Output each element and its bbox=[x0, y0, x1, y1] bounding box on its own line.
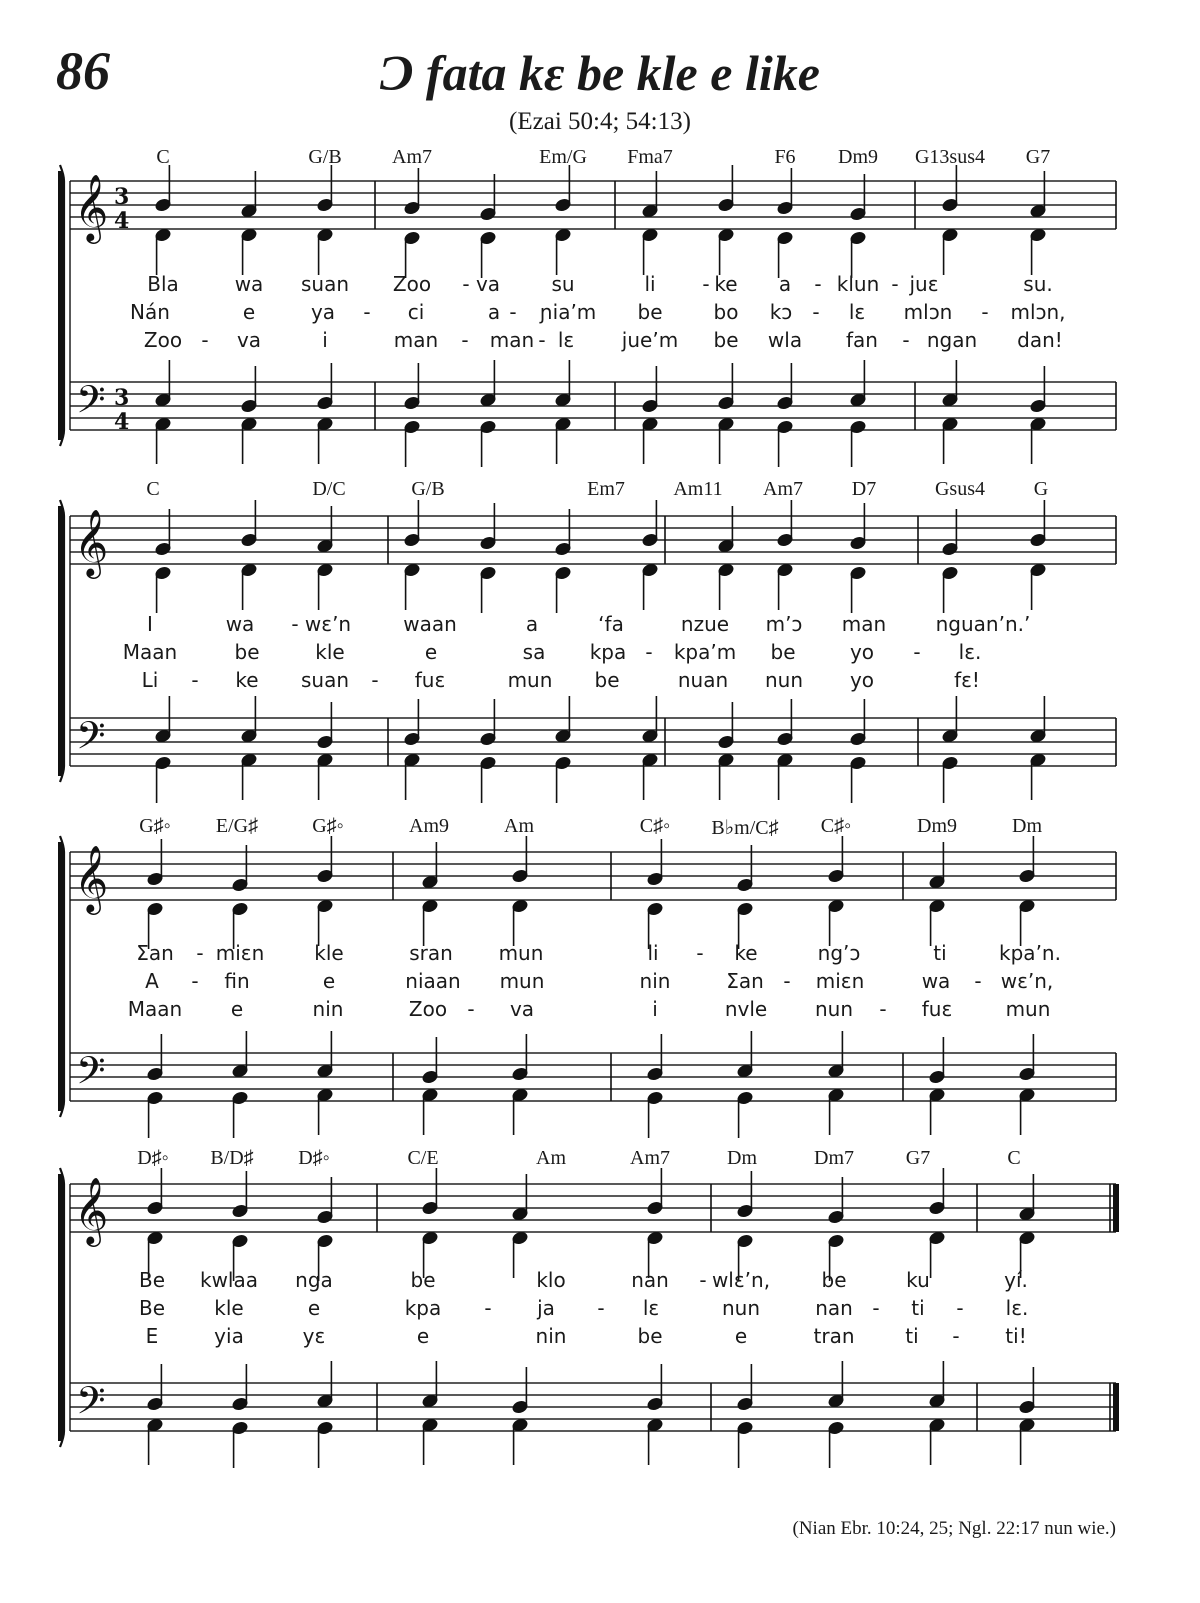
lyric-syllable: suan bbox=[300, 272, 350, 296]
lyric-hyphen: - bbox=[645, 640, 653, 664]
lyric-hyphen: - bbox=[956, 1296, 964, 1320]
chord-symbol: Dm9 bbox=[917, 815, 957, 837]
chord-symbol: Am7 bbox=[392, 146, 432, 168]
lyric-hyphen: - bbox=[812, 300, 820, 324]
lyric-hyphen: - bbox=[597, 1296, 605, 1320]
lyric-syllable: be bbox=[594, 668, 620, 692]
lyric-syllable: suan bbox=[300, 668, 350, 692]
chord-symbol: C♯◦ bbox=[639, 815, 671, 837]
lyric-syllable: ci bbox=[407, 300, 425, 324]
lyric-hyphen: - bbox=[902, 328, 910, 352]
svg-text:𝄞: 𝄞 bbox=[74, 844, 109, 912]
lyric-syllable: mun bbox=[498, 941, 544, 965]
lyric-syllable: a bbox=[525, 612, 539, 636]
chord-symbol: E/G♯ bbox=[215, 815, 259, 837]
svg-text:4: 4 bbox=[114, 409, 130, 435]
lyric-syllable: kpa’n. bbox=[999, 941, 1061, 965]
lyric-syllable: klun bbox=[836, 272, 880, 296]
chord-symbol: Am7 bbox=[763, 478, 803, 500]
lyric-syllable: juɛ bbox=[909, 272, 939, 296]
lyric-syllable: e bbox=[322, 969, 336, 993]
lyric-syllable: Zoo bbox=[408, 997, 448, 1021]
lyric-syllable: wɛ’n bbox=[304, 612, 352, 636]
hymn-title: Ɔ fata kɛ be kle e like bbox=[380, 45, 820, 101]
lyric-syllable: niaan bbox=[405, 969, 461, 993]
lyric-hyphen: - bbox=[201, 328, 209, 352]
chord-symbol: Am9 bbox=[409, 815, 449, 837]
lyric-syllable: wla bbox=[767, 328, 803, 352]
lyric-syllable: nzue bbox=[680, 612, 730, 636]
lyric-syllable: Be bbox=[138, 1296, 166, 1320]
lyric-syllable: be bbox=[821, 1268, 847, 1292]
lyric-syllable: lɛ bbox=[642, 1296, 660, 1320]
lyric-syllable: i bbox=[322, 328, 328, 352]
lyric-syllable: wa bbox=[234, 272, 264, 296]
lyric-syllable: nun bbox=[814, 997, 854, 1021]
lyric-syllable: lɛ bbox=[557, 328, 575, 352]
lyric-hyphen: - bbox=[538, 328, 546, 352]
lyric-syllable: I bbox=[147, 612, 153, 636]
lyric-syllable: a bbox=[778, 272, 792, 296]
chord-symbol: Dm bbox=[1012, 815, 1042, 837]
lyric-syllable: be bbox=[637, 300, 663, 324]
lyric-syllable: e bbox=[242, 300, 256, 324]
lyric-hyphen: - bbox=[952, 1324, 960, 1348]
lyric-syllable: yia bbox=[214, 1324, 244, 1348]
lyric-hyphen: - bbox=[467, 997, 475, 1021]
lyric-syllable: ke bbox=[734, 941, 758, 965]
lyric-hyphen: - bbox=[484, 1296, 492, 1320]
lyric-hyphen: - bbox=[913, 640, 921, 664]
lyric-syllable: jue’m bbox=[621, 328, 679, 352]
chord-symbol: C♯◦ bbox=[820, 815, 852, 837]
lyric-hyphen: - bbox=[191, 969, 199, 993]
chord-symbol: G7 bbox=[905, 1147, 931, 1169]
lyric-syllable: E bbox=[145, 1324, 159, 1348]
lyric-syllable: va bbox=[509, 997, 535, 1021]
lyric-syllable: m’ɔ bbox=[765, 612, 803, 636]
lyric-syllable: be bbox=[713, 328, 739, 352]
lyric-syllable: kpa bbox=[404, 1296, 442, 1320]
lyric-syllable: ‘fa bbox=[598, 612, 624, 636]
lyric-syllable: nvle bbox=[724, 997, 768, 1021]
lyric-syllable: nan bbox=[631, 1268, 669, 1292]
lyric-syllable: be bbox=[234, 640, 260, 664]
lyric-syllable: wa bbox=[225, 612, 255, 636]
lyric-syllable: man bbox=[841, 612, 887, 636]
lyric-syllable: Maan bbox=[122, 640, 178, 664]
chord-symbol: G♯◦ bbox=[139, 815, 171, 837]
lyric-hyphen: - bbox=[363, 300, 371, 324]
lyric-syllable: miɛn bbox=[215, 941, 265, 965]
lyric-syllable: nun bbox=[721, 1296, 761, 1320]
lyric-syllable: ti bbox=[905, 1324, 919, 1348]
lyric-syllable: Li bbox=[141, 668, 159, 692]
lyric-syllable: ɲia’m bbox=[539, 300, 597, 324]
lyric-hyphen: - bbox=[783, 969, 791, 993]
chord-symbol: Fma7 bbox=[627, 146, 673, 168]
lyric-syllable: Zoo bbox=[392, 272, 432, 296]
lyric-syllable: nguan’n.’ bbox=[935, 612, 1031, 636]
svg-text:𝄢: 𝄢 bbox=[76, 377, 106, 431]
lyric-hyphen: - bbox=[699, 1268, 707, 1292]
chord-symbol: D/C bbox=[312, 478, 346, 500]
lyric-syllable: bo bbox=[713, 300, 739, 324]
svg-text:3: 3 bbox=[114, 385, 130, 411]
lyric-syllable: wɛ’n, bbox=[1000, 969, 1054, 993]
lyric-syllable: mun bbox=[1005, 997, 1051, 1021]
lyric-syllable: kle bbox=[214, 1296, 244, 1320]
svg-text:4: 4 bbox=[114, 208, 130, 234]
lyric-syllable: be bbox=[410, 1268, 436, 1292]
chord-symbol: D7 bbox=[851, 478, 877, 500]
lyric-syllable: yí. bbox=[1004, 1268, 1028, 1292]
lyric-syllable: ku bbox=[906, 1268, 930, 1292]
footnote: (Nian Ebr. 10:24, 25; Ngl. 22:17 nun wie.) bbox=[792, 1518, 1116, 1539]
lyric-syllable: e bbox=[416, 1324, 430, 1348]
lyric-syllable: dan! bbox=[1017, 328, 1063, 352]
lyric-hyphen: - bbox=[291, 612, 299, 636]
lyric-syllable: sran bbox=[409, 941, 453, 965]
lyric-syllable: ti bbox=[933, 941, 947, 965]
lyric-syllable: e bbox=[424, 640, 438, 664]
lyric-syllable: yo bbox=[849, 668, 875, 692]
chord-symbol: G7 bbox=[1025, 146, 1051, 168]
lyric-syllable: fin bbox=[224, 969, 250, 993]
lyric-syllable: fɛ! bbox=[954, 668, 980, 692]
chord-symbol: B/D♯ bbox=[210, 1147, 254, 1169]
lyric-hyphen: - bbox=[462, 272, 470, 296]
lyric-hyphen: - bbox=[191, 668, 199, 692]
lyric-syllable: Zoo bbox=[143, 328, 183, 352]
svg-text:𝄢: 𝄢 bbox=[76, 1378, 106, 1432]
lyric-hyphen: - bbox=[702, 272, 710, 296]
lyric-syllable: kwlaa bbox=[199, 1268, 259, 1292]
lyric-hyphen: - bbox=[371, 668, 379, 692]
lyric-syllable: li bbox=[644, 272, 656, 296]
lyric-syllable: ti! bbox=[1005, 1324, 1027, 1348]
lyric-syllable: Ʃan bbox=[726, 969, 764, 993]
chord-symbol: G/B bbox=[411, 478, 445, 500]
lyric-hyphen: - bbox=[814, 272, 822, 296]
lyric-syllable: nin bbox=[639, 969, 671, 993]
chord-symbol: Am bbox=[536, 1147, 566, 1169]
lyric-syllable: e bbox=[734, 1324, 748, 1348]
lyric-syllable: i bbox=[652, 997, 658, 1021]
lyric-hyphen: - bbox=[196, 941, 204, 965]
lyric-syllable: lɛ. bbox=[1005, 1296, 1029, 1320]
lyric-syllable: fan bbox=[846, 328, 878, 352]
chord-symbol: C bbox=[156, 146, 170, 168]
lyric-syllable: Nán bbox=[130, 300, 170, 324]
hymn-number: 86 bbox=[56, 41, 110, 101]
lyric-hyphen: - bbox=[974, 969, 982, 993]
lyric-syllable: klo bbox=[536, 1268, 566, 1292]
lyric-hyphen: - bbox=[879, 997, 887, 1021]
chord-symbol: G13sus4 bbox=[914, 146, 986, 168]
lyric-syllable: mun bbox=[499, 969, 545, 993]
scripture-reference: (Ezai 50:4; 54:13) bbox=[509, 108, 691, 135]
lyric-syllable: kle bbox=[314, 941, 344, 965]
lyric-hyphen: - bbox=[696, 941, 704, 965]
lyric-syllable: wlɛ’n, bbox=[711, 1268, 771, 1292]
chord-symbol: C/E bbox=[407, 1147, 439, 1169]
lyric-syllable: nin bbox=[535, 1324, 567, 1348]
chord-symbol: G♯◦ bbox=[312, 815, 344, 837]
lyric-syllable: nuan bbox=[677, 668, 729, 692]
lyric-syllable: ngan bbox=[926, 328, 978, 352]
chord-symbol: Dm9 bbox=[838, 146, 878, 168]
lyric-syllable: nin bbox=[312, 997, 344, 1021]
lyric-syllable: e bbox=[307, 1296, 321, 1320]
chord-symbol: Am bbox=[504, 815, 534, 837]
lyric-syllable: tran bbox=[813, 1324, 855, 1348]
lyric-syllable: kpa bbox=[589, 640, 627, 664]
lyric-syllable: sa bbox=[522, 640, 546, 664]
lyric-syllable: be bbox=[770, 640, 796, 664]
svg-text:𝄞: 𝄞 bbox=[74, 173, 109, 241]
lyric-hyphen: - bbox=[872, 1296, 880, 1320]
lyric-syllable: Ʃan bbox=[136, 941, 174, 965]
chord-symbol: Dm bbox=[727, 1147, 757, 1169]
lyric-syllable: be bbox=[637, 1324, 663, 1348]
lyric-syllable: mlɔn bbox=[903, 300, 953, 324]
lyric-syllable: wa bbox=[921, 969, 951, 993]
lyric-syllable: waan bbox=[403, 612, 457, 636]
lyric-syllable: nga bbox=[295, 1268, 333, 1292]
lyric-syllable: su bbox=[551, 272, 575, 296]
lyric-syllable: yɛ bbox=[302, 1324, 326, 1348]
lyric-syllable: ya bbox=[310, 300, 336, 324]
lyric-syllable: miɛn bbox=[815, 969, 865, 993]
lyric-syllable: su. bbox=[1023, 272, 1053, 296]
chord-symbol: C bbox=[1007, 1147, 1021, 1169]
lyric-syllable: kpa’m bbox=[673, 640, 737, 664]
chord-symbol: Em7 bbox=[587, 478, 625, 500]
lyric-syllable: Bla bbox=[147, 272, 179, 296]
lyric-syllable: yo bbox=[849, 640, 875, 664]
svg-text:𝄞: 𝄞 bbox=[74, 1176, 109, 1244]
lyric-syllable: fuɛ bbox=[921, 997, 953, 1021]
lyric-syllable: kle bbox=[315, 640, 345, 664]
lyric-syllable: ti bbox=[911, 1296, 925, 1320]
lyric-syllable: lɛ bbox=[848, 300, 866, 324]
lyric-syllable: va bbox=[475, 272, 501, 296]
svg-text:𝄞: 𝄞 bbox=[74, 508, 109, 576]
lyric-hyphen: - bbox=[509, 300, 517, 324]
lyric-syllable: mlɔn, bbox=[1010, 300, 1066, 324]
lyric-syllable: ke bbox=[714, 272, 738, 296]
lyric-syllable: fuɛ bbox=[414, 668, 446, 692]
chord-symbol: C bbox=[146, 478, 160, 500]
lyric-hyphen: - bbox=[891, 272, 899, 296]
chord-symbol: B♭m/C♯ bbox=[711, 817, 779, 839]
lyric-syllable: kɔ bbox=[769, 300, 793, 324]
lyric-syllable: ja bbox=[537, 1296, 555, 1320]
lyric-syllable: man bbox=[489, 328, 535, 352]
lyric-syllable: nun bbox=[764, 668, 804, 692]
lyric-syllable: va bbox=[236, 328, 262, 352]
lyric-syllable: ke bbox=[235, 668, 259, 692]
chord-symbol: D♯◦ bbox=[298, 1147, 330, 1169]
chord-symbol: Gsus4 bbox=[934, 478, 986, 500]
svg-text:𝄢: 𝄢 bbox=[76, 713, 106, 767]
svg-text:𝄢: 𝄢 bbox=[76, 1048, 106, 1102]
chord-symbol: Am7 bbox=[630, 1147, 670, 1169]
lyric-syllable: e bbox=[230, 997, 244, 1021]
lyric-syllable: a bbox=[487, 300, 501, 324]
lyric-hyphen: - bbox=[981, 300, 989, 324]
lyric-syllable: man bbox=[393, 328, 439, 352]
lyric-syllable: A bbox=[145, 969, 159, 993]
lyric-syllable: mun bbox=[507, 668, 553, 692]
chord-symbol: D♯◦ bbox=[137, 1147, 169, 1169]
lyric-syllable: ng’ɔ bbox=[817, 941, 861, 965]
chord-symbol: Dm7 bbox=[814, 1147, 854, 1169]
lyric-hyphen: - bbox=[461, 328, 469, 352]
chord-symbol: F6 bbox=[774, 146, 796, 168]
lyric-syllable: nan bbox=[815, 1296, 853, 1320]
svg-text:3: 3 bbox=[114, 184, 130, 210]
lyric-syllable: Be bbox=[138, 1268, 166, 1292]
chord-symbol: G/B bbox=[308, 146, 342, 168]
chord-symbol: Am11 bbox=[673, 478, 723, 500]
lyric-syllable: li bbox=[647, 941, 659, 965]
chord-symbol: G bbox=[1033, 478, 1049, 500]
lyric-syllable: lɛ. bbox=[958, 640, 982, 664]
lyric-syllable: Maan bbox=[127, 997, 183, 1021]
chord-symbol: Em/G bbox=[539, 146, 587, 168]
